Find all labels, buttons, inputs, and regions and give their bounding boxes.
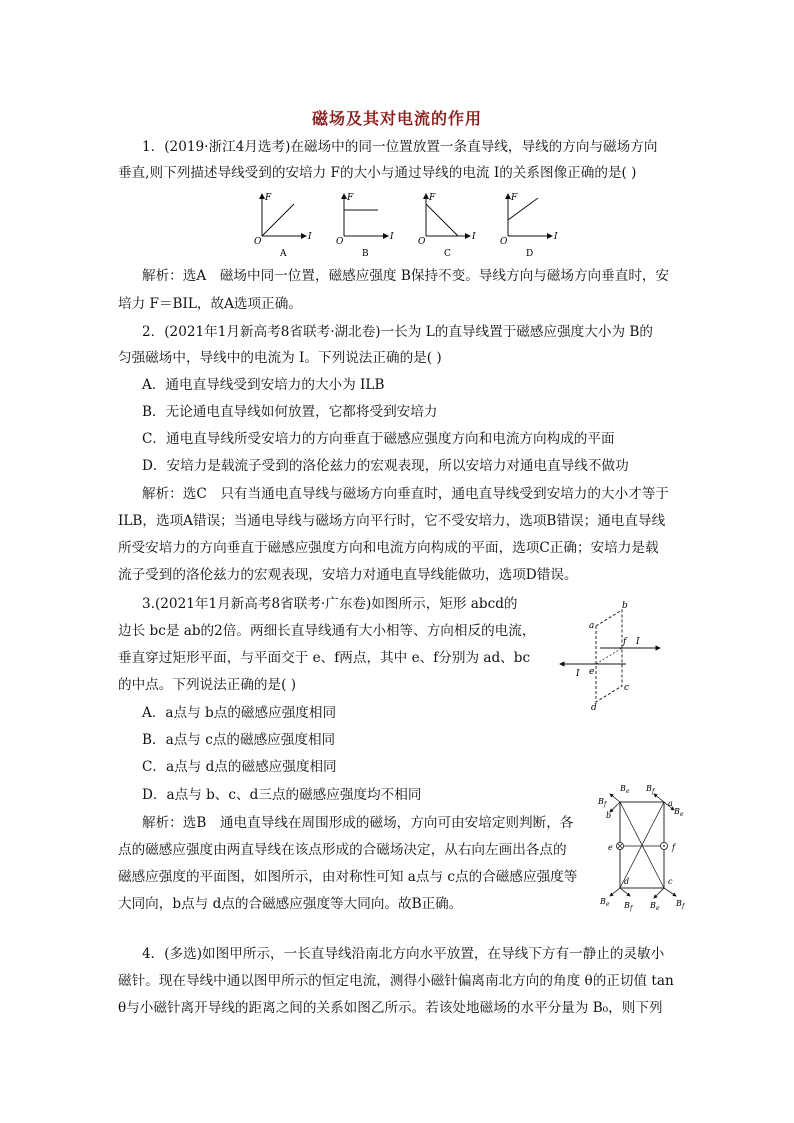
- fig2-label-e: e: [608, 843, 613, 852]
- graph-c-label: C: [444, 249, 451, 259]
- fig2-label-be-right: B: [674, 807, 680, 816]
- graph-a-xlabel: I: [308, 232, 312, 242]
- fig2-label-corner-a: a: [668, 799, 673, 808]
- fig1-label-b: b: [622, 601, 628, 611]
- q3-answer-line4: 大同向，b点与 d点的合磁感应强度等大同向。故B正确。: [118, 896, 463, 912]
- q2-answer-line1: 解析：选C 只有当通电直导线与磁场方向垂直时，通电直导线受到安培力的大小才等于: [142, 486, 669, 502]
- svg-text:e: e: [626, 788, 630, 795]
- q4-stem-line2: 磁针。现在导线中通以图甲所示的恒定电流，测得小磁针偏离南北方向的角度 θ的正切值 tan: [118, 973, 674, 989]
- q1-stem-line2: 垂直,则下列描述导线受到的安培力 F的大小与通过导线的电流 I的关系图像正确的是( ): [118, 165, 637, 181]
- q3-figure-field-plan: [596, 780, 692, 912]
- q2-option-a: A．通电直导线受到安培力的大小为 ILB: [142, 377, 385, 393]
- fig2-label-bf-bottom: B: [624, 901, 630, 910]
- q1-answer-line2: 培力 F＝BIL，故A选项正确。: [118, 296, 302, 312]
- fig1-label-i-left: I: [576, 669, 580, 679]
- fig2-label-be-bottom2: B: [650, 901, 656, 910]
- q4-stem-line1: 4．(多选)如图甲所示，一长直导线沿南北方向水平放置，在导线下方有一静止的灵敏小: [142, 946, 665, 962]
- q3-option-b: B．a点与 c点的磁感应强度相同: [142, 732, 336, 748]
- fig2-label-be-bottom: B: [600, 897, 606, 906]
- graph-d-xlabel: I: [554, 232, 558, 242]
- graph-c-xlabel: I: [472, 232, 476, 242]
- q3-figure-rectangle: [556, 600, 666, 712]
- graph-b-xlabel: I: [390, 232, 394, 242]
- q3-option-c: C．a点与 d点的磁感应强度相同: [142, 759, 337, 775]
- q1-answer-line1: 解析：选A 磁场中同一位置，磁感应强度 B保持不变。导线方向与磁场方向垂直时，安: [142, 268, 670, 284]
- svg-text:e: e: [656, 905, 660, 912]
- graph-a-label: A: [280, 249, 287, 259]
- graph-c-ylabel: F: [429, 193, 436, 203]
- fig2-label-corner-c: c: [668, 877, 673, 886]
- fig1-label-f: f: [623, 637, 627, 647]
- q2-stem-line1: 2．(2021年1月新高考8省联考·湖北卷)一长为 L的直导线置于磁感应强度大小为 B的: [142, 324, 653, 340]
- q3-stem-line1: 3.(2021年1月新高考8省联考·广东卷)如图所示，矩形 abcd的: [142, 596, 518, 612]
- svg-text:e: e: [680, 811, 684, 818]
- fig1-label-a: a: [589, 621, 595, 631]
- q3-answer-line3: 磁感应强度的平面图，如图所示，由对称性可知 a点与 c点的合磁感应强度等: [118, 869, 578, 885]
- q3-answer-line1: 解析：选B 通电直导线在周围形成的磁场，方向可由安培定则判断，各: [142, 815, 574, 831]
- q2-stem-line2: 匀强磁场中，导线中的电流为 I。下列说法正确的是( ): [118, 350, 442, 366]
- q3-stem-line4: 的中点。下列说法正确的是( ): [118, 677, 297, 693]
- graph-a-ylabel: F: [265, 193, 272, 203]
- q4-stem-line3: θ与小磁针离开导线的距离之间的关系如图乙所示。若该处地磁场的水平分量为 B₀，则下列: [118, 1000, 663, 1016]
- fig2-label-corner-b: b: [606, 811, 612, 820]
- graph-a-origin: O: [254, 237, 262, 247]
- q2-option-c: C．通电直导线所受安培力的方向垂直于磁感应强度方向和电流方向构成的平面: [142, 431, 615, 447]
- fig2-label-be-top: B: [620, 784, 626, 793]
- q1-stem-line1: 1．(2019·浙江4月选考)在磁场中的同一位置放置一条直导线，导线的方向与磁场方向: [142, 139, 658, 155]
- graph-d: [500, 193, 558, 259]
- q3-option-d: D．a点与 b、c、d三点的磁感应强度均不相同: [142, 787, 422, 803]
- q1-graphs: [250, 188, 558, 260]
- fig2-label-corner-d: d: [624, 877, 630, 886]
- fig2-label-bf-bottom2: B: [676, 899, 682, 908]
- page-title: 磁场及其对电流的作用: [311, 109, 482, 128]
- svg-text:e: e: [606, 901, 610, 908]
- fig2-label-b-left: B: [598, 797, 604, 806]
- graph-c: [418, 193, 476, 259]
- fig1-label-c: c: [624, 683, 630, 693]
- fig1-label-e: e: [589, 667, 595, 677]
- fig2-label-bf-top: B: [646, 784, 652, 793]
- graph-b-ylabel: F: [347, 193, 354, 203]
- svg-text:f: f: [604, 801, 607, 808]
- fig1-label-i-right: I: [636, 637, 640, 647]
- svg-text:f: f: [682, 903, 685, 910]
- q3-option-a: A．a点与 b点的磁感应强度相同: [142, 705, 337, 721]
- graph-b-origin: O: [336, 237, 344, 247]
- svg-text:f: f: [630, 905, 633, 912]
- svg-text:f: f: [652, 788, 655, 795]
- q2-option-b: B．无论通电直导线如何放置，它都将受到安培力: [142, 404, 438, 420]
- q2-answer-line3: 所受安培力的方向垂直于磁感应强度方向和电流方向构成的平面，选项C正确；安培力是载: [118, 540, 659, 556]
- q3-answer-line2: 点的磁感应强度由两直导线在该点形成的合磁场决定，从右向左画出各点的: [118, 842, 567, 858]
- graph-b-label: B: [362, 249, 369, 259]
- q3-stem-line3: 垂直穿过矩形平面，与平面交于 e、f两点，其中 e、f分别为 ad、bc: [118, 650, 531, 666]
- q2-answer-line4: 流子受到的洛伦兹力的宏观表现，安培力对通电直导线能做功，选项D错误。: [118, 567, 578, 583]
- graph-d-label: D: [526, 249, 534, 259]
- q3-stem-line2: 边长 bc是 ab的2倍。两细长直导线通有大小相等、方向相反的电流，: [118, 623, 536, 639]
- graph-c-origin: O: [418, 237, 426, 247]
- graph-b: [336, 193, 394, 259]
- fig2-label-f: f: [672, 843, 675, 852]
- fig1-label-d: d: [591, 703, 597, 713]
- graph-a: [254, 193, 312, 259]
- graph-d-ylabel: F: [511, 193, 518, 203]
- q2-answer-line2: ILB，选项A错误；当通电导线与磁场方向平行时，它不受安培力，选项B错误；通电直导线: [118, 513, 666, 529]
- graph-d-origin: O: [500, 237, 508, 247]
- q2-option-d: D．安培力是载流子受到的洛伦兹力的宏观表现，所以安培力对通电直导线不做功: [142, 458, 629, 474]
